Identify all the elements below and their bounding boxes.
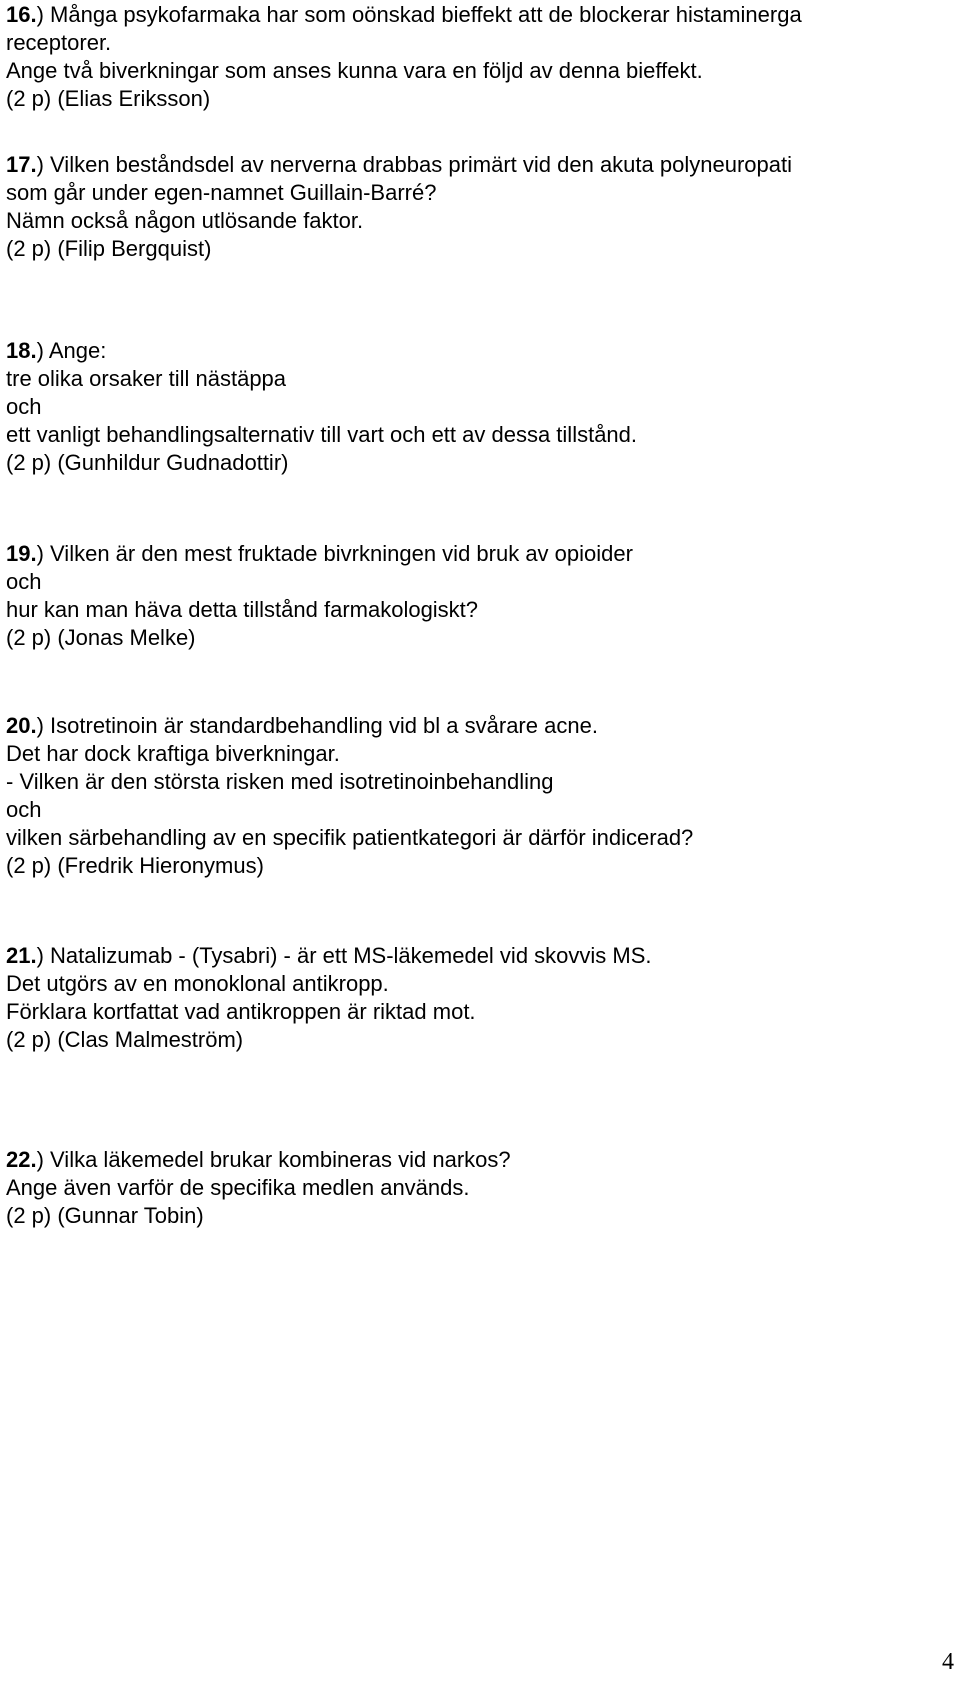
- question-line: Nämn också någon utlösande faktor.: [6, 208, 364, 233]
- question-line: [6, 1, 802, 29]
- question-number: 22.: [6, 1147, 37, 1172]
- question-18: [6, 337, 637, 477]
- question-points-author: (2 p) (Jonas Melke): [6, 625, 196, 650]
- question-line: [6, 540, 633, 568]
- question-number: 16.: [6, 2, 37, 27]
- question-points-author: (2 p) (Clas Malmeström): [6, 1027, 244, 1052]
- question-line: [6, 337, 637, 365]
- question-number: 20.: [6, 713, 37, 738]
- question-points-author: (2 p) (Gunhildur Gudnadottir): [6, 450, 289, 475]
- question-line: Förklara kortfattat vad antikroppen är riktad mot.: [6, 999, 476, 1024]
- question-17: [6, 151, 792, 263]
- question-line: Det utgörs av en monoklonal antikropp.: [6, 971, 389, 996]
- question-line: som går under egen-namnet Guillain-Barré?: [6, 180, 437, 205]
- question-text: ) Isotretinoin är standardbehandling vid bl a svårare acne.: [36, 713, 598, 738]
- question-points-author: (2 p) (Filip Bergquist): [6, 236, 212, 261]
- page-number: 4: [942, 1649, 954, 1675]
- question-number: 19.: [6, 541, 37, 566]
- question-line: [6, 1146, 511, 1174]
- question-points-author: (2 p) (Fredrik Hieronymus): [6, 853, 264, 878]
- question-number: 21.: [6, 943, 37, 968]
- question-points-author: (2 p) (Elias Eriksson): [6, 86, 211, 111]
- question-text: ) Många psykofarmaka har som oönskad bieffekt att de blockerar histaminerga: [36, 2, 802, 27]
- question-text: ) Vilken beståndsdel av nerverna drabbas primärt vid den akuta polyneuropati: [36, 152, 792, 177]
- question-number: 18.: [6, 338, 37, 363]
- question-line: - Vilken är den största risken med isotretinoinbehandling: [6, 769, 554, 794]
- question-line: och: [6, 394, 42, 419]
- question-line: vilken särbehandling av en specifik patientkategori är därför indicerad?: [6, 825, 694, 850]
- question-line: och: [6, 569, 42, 594]
- question-21: [6, 942, 652, 1054]
- question-line: tre olika orsaker till nästäppa: [6, 366, 287, 391]
- question-text: ) Natalizumab - (Tysabri) - är ett MS-läkemedel vid skovvis MS.: [36, 943, 652, 968]
- question-line: Ange även varför de specifika medlen används.: [6, 1175, 470, 1200]
- question-16: [6, 1, 802, 113]
- question-line: receptorer.: [6, 30, 112, 55]
- question-points-author: (2 p) (Gunnar Tobin): [6, 1203, 204, 1228]
- question-20: [6, 712, 693, 880]
- question-text: ) Vilken är den mest fruktade bivrkningen vid bruk av opioider: [36, 541, 633, 566]
- question-number: 17.: [6, 152, 37, 177]
- question-line: [6, 712, 693, 740]
- question-19: [6, 540, 633, 652]
- question-line: Det har dock kraftiga biverkningar.: [6, 741, 340, 766]
- question-text: ) Vilka läkemedel brukar kombineras vid narkos?: [36, 1147, 511, 1172]
- question-line: hur kan man häva detta tillstånd farmakologiskt?: [6, 597, 479, 622]
- question-line: och: [6, 797, 42, 822]
- question-line: Ange två biverkningar som anses kunna vara en följd av denna bieffekt.: [6, 58, 703, 83]
- question-line: [6, 151, 792, 179]
- question-line: ett vanligt behandlingsalternativ till vart och ett av dessa tillstånd.: [6, 422, 638, 447]
- question-line: [6, 942, 652, 970]
- question-text: ) Ange:: [36, 338, 107, 363]
- question-22: [6, 1146, 511, 1230]
